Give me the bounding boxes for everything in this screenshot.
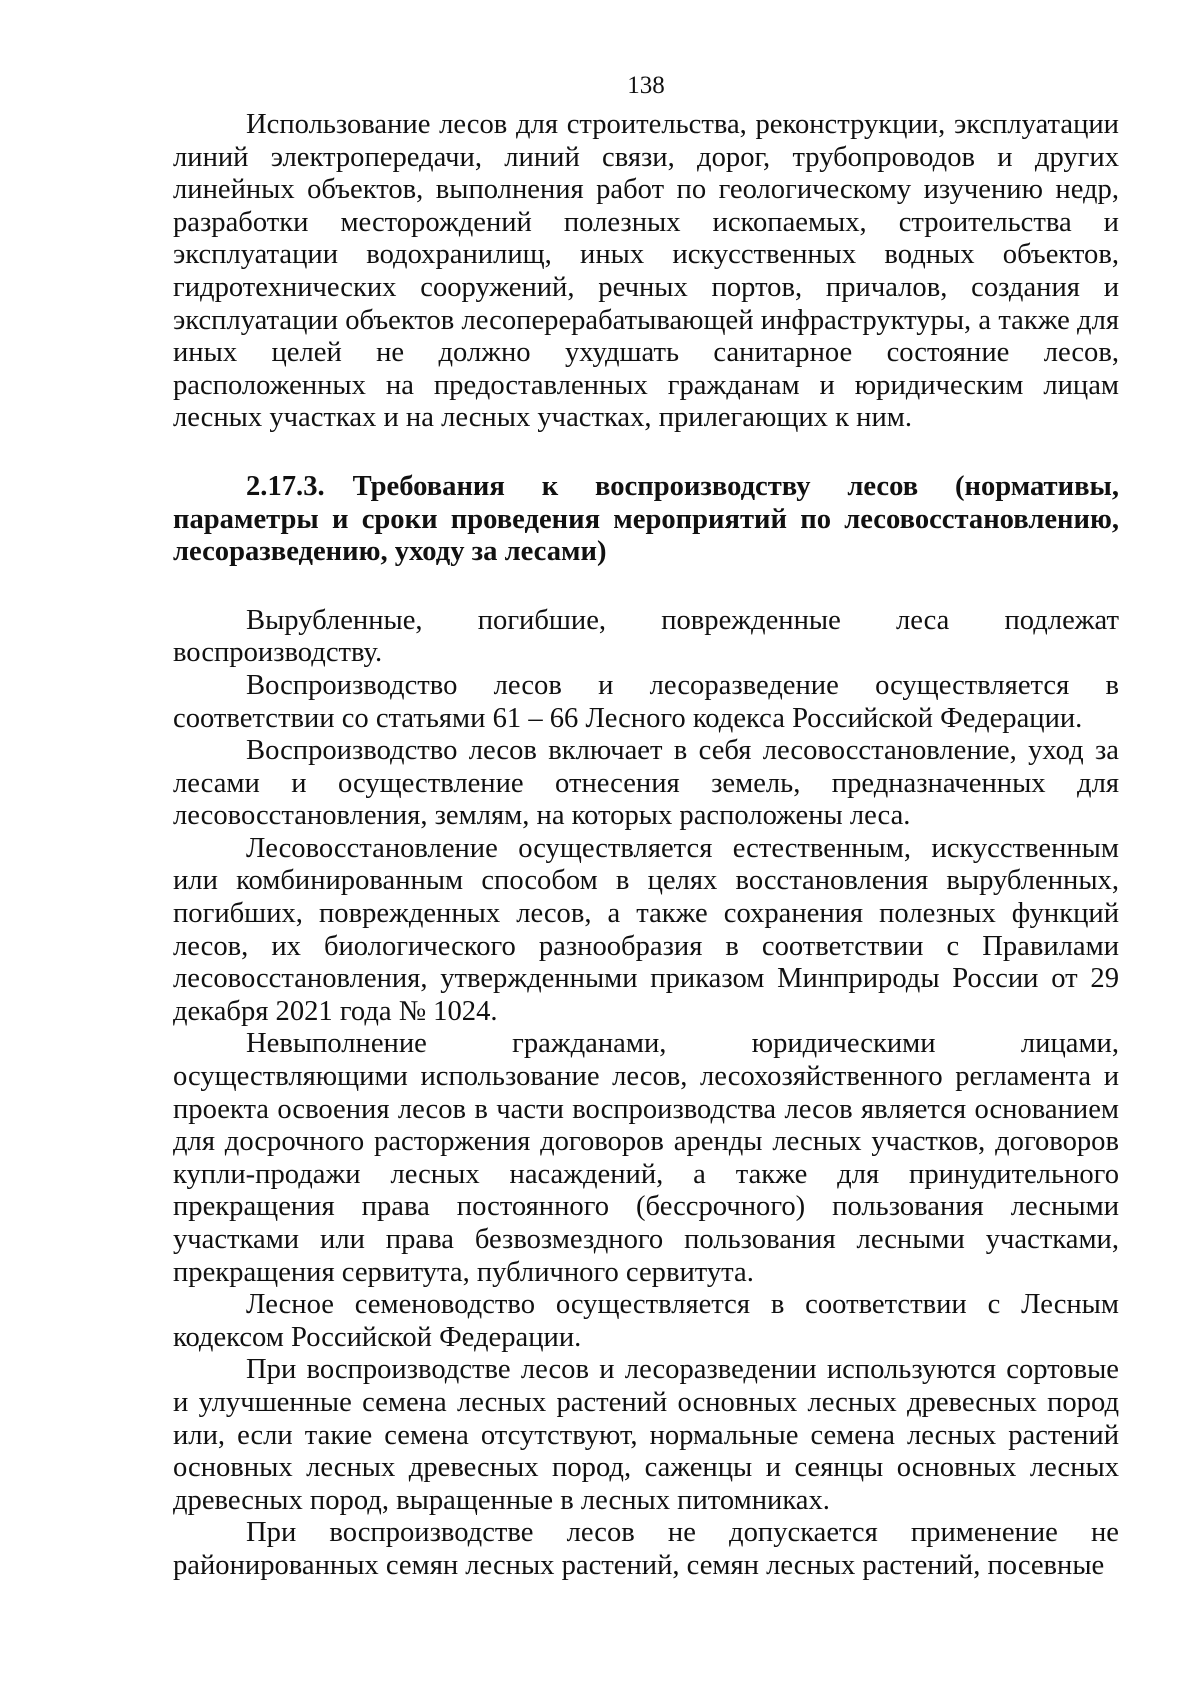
section-number: 2.17.3. [246, 470, 325, 502]
section-title: Требования к воспроизводству лесов (нормативы, параметры и сроки проведения мероприятий по лесовосстановлению, лесоразведению, уходу за лесами) [173, 470, 1119, 568]
section-heading [173, 471, 1119, 569]
paragraph-reproduction-includes: Воспроизводство лесов включает в себя лесовосстановление, уход за лесами и осуществление отнесения земель, предназначенных для лесовосстановления, землям, на которых расположены леса. [173, 735, 1119, 832]
paragraph-seed-production: Лесное семеноводство осуществляется в соответствии с Лесным кодексом Российской Федерации. [173, 1289, 1119, 1353]
paragraph-reproduction-required: Вырубленные, погибшие, поврежденные леса подлежат воспроизводству. [173, 604, 1119, 669]
paragraph-forest-use: Использование лесов для строительства, реконструкции, эксплуатации линий электропередачи, линий связи, дорог, трубопроводов и других линейных объектов, выполнения работ по геологическому изучению недр, разработки месторождений полезных ископаемых, строительства и эксплуатации водохранилищ, иных искусственных водных объектов, гидротехнических сооружений, речных портов, причалов, создания и эксплуатации объектов лесоперерабатывающей инфраструктуры, а также для иных целей не должно ухудшать санитарное состояние лесов, расположенных на предоставленных гражданам и юридическим лицам лесных участках и на лесных участках, прилегающих к ним. [173, 109, 1119, 434]
page-number: 138 [627, 72, 665, 99]
paragraph-seeds-used: При воспроизводстве лесов и лесоразведении используются сортовые и улучшенные семена лесных растений основных лесных древесных пород или, если такие семена отсутствуют, нормальные семена лесных растений основных лесных древесных пород, саженцы и сеянцы основных лесных древесных пород, выращенные в лесных питомниках. [173, 1354, 1119, 1516]
paragraph-non-compliance: Невыполнение гражданами, юридическими лицами, осуществляющими использование лесов, лесохозяйственного регламента и проекта освоения лесов в части воспроизводства лесов является основанием для досрочного расторжения договоров аренды лесных участков, договоров купли-продажи лесных насаждений, а также для принудительного прекращения права постоянного (бессрочного) пользования лесными участками или права безвозмездного пользования лесными участками, прекращения сервитута, публичного сервитута. [173, 1028, 1119, 1288]
paragraph-legal-basis: Воспроизводство лесов и лесоразведение осуществляется в соответствии со статьями 61 – 66 Лесного кодекса Российской Федерации. [173, 669, 1119, 734]
paragraph-not-allowed: При воспроизводстве лесов не допускается применение не районированных семян лесных растений, семян лесных растений, посевные [173, 1517, 1119, 1581]
document-page [173, 70, 1119, 1583]
paragraph-restoration-methods: Лесовосстановление осуществляется естественным, искусственным или комбинированным способом в целях восстановления вырубленных, погибших, поврежденных лесов, а также сохранения полезных функций лесов, их биологического разнообразия в соответствии с Правилами лесовосстановления, утвержденными приказом Минприроды России от 29 декабря 2021 года № 1024. [173, 832, 1119, 1027]
